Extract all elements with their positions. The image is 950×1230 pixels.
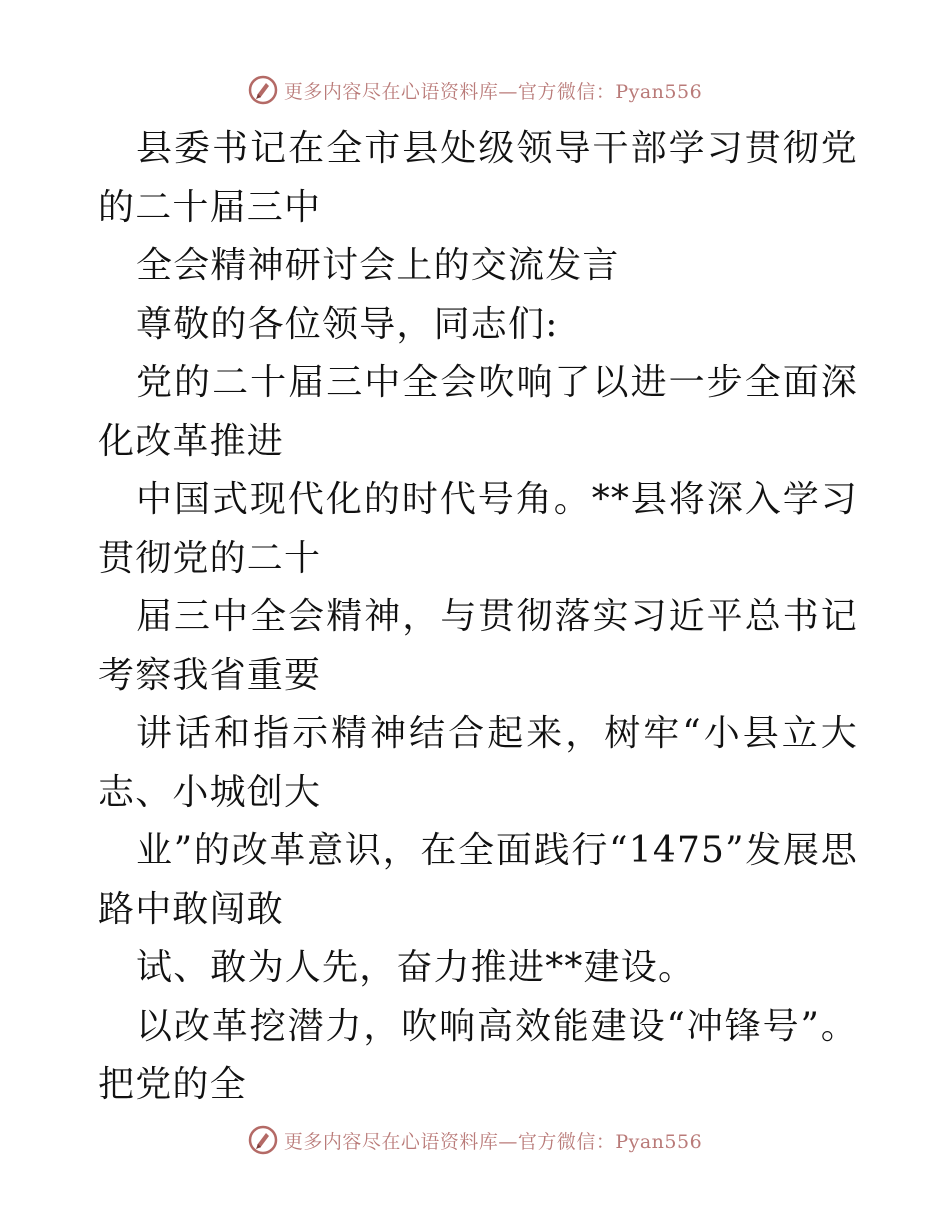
watermark-banner-bottom <box>0 1120 950 1160</box>
doc-paragraph: 尊敬的各位领导，同志们: <box>136 303 559 345</box>
pen-badge-icon <box>248 75 278 105</box>
doc-paragraph: 全会精神研讨会上的交流发言 <box>136 245 620 286</box>
doc-paragraph: 县委书记在全市县处级领导干部学习贯彻党的二十届三中 <box>98 128 858 228</box>
watermark-banner-top <box>0 70 950 110</box>
doc-paragraph: 中国式现代化的时代号角。**县将深入学习贯彻党的二十 <box>98 479 858 579</box>
doc-paragraph: 讲话和指示精神结合起来，树牢“小县立大志、小城创大 <box>98 713 858 813</box>
doc-paragraph: 以改革挖潜力，吹响高效能建设“冲锋号”。把党的全 <box>98 1005 858 1105</box>
doc-paragraph: 业”的改革意识，在全面践行“1475”发展思路中敢闯敢 <box>98 830 858 930</box>
document-body <box>98 120 858 1115</box>
pen-badge-icon <box>248 1125 278 1155</box>
doc-paragraph: 届三中全会精神，与贯彻落实习近平总书记考察我省重要 <box>98 596 858 696</box>
watermark-text: 更多内容尽在心语资料库—官方微信：Pyan556 <box>283 80 703 103</box>
doc-paragraph: 党的二十届三中全会吹响了以进一步全面深化改革推进 <box>98 362 858 462</box>
doc-paragraph: 试、敢为人先，奋力推进**建设。 <box>136 947 696 988</box>
watermark-text: 更多内容尽在心语资料库—官方微信：Pyan556 <box>283 1130 703 1153</box>
